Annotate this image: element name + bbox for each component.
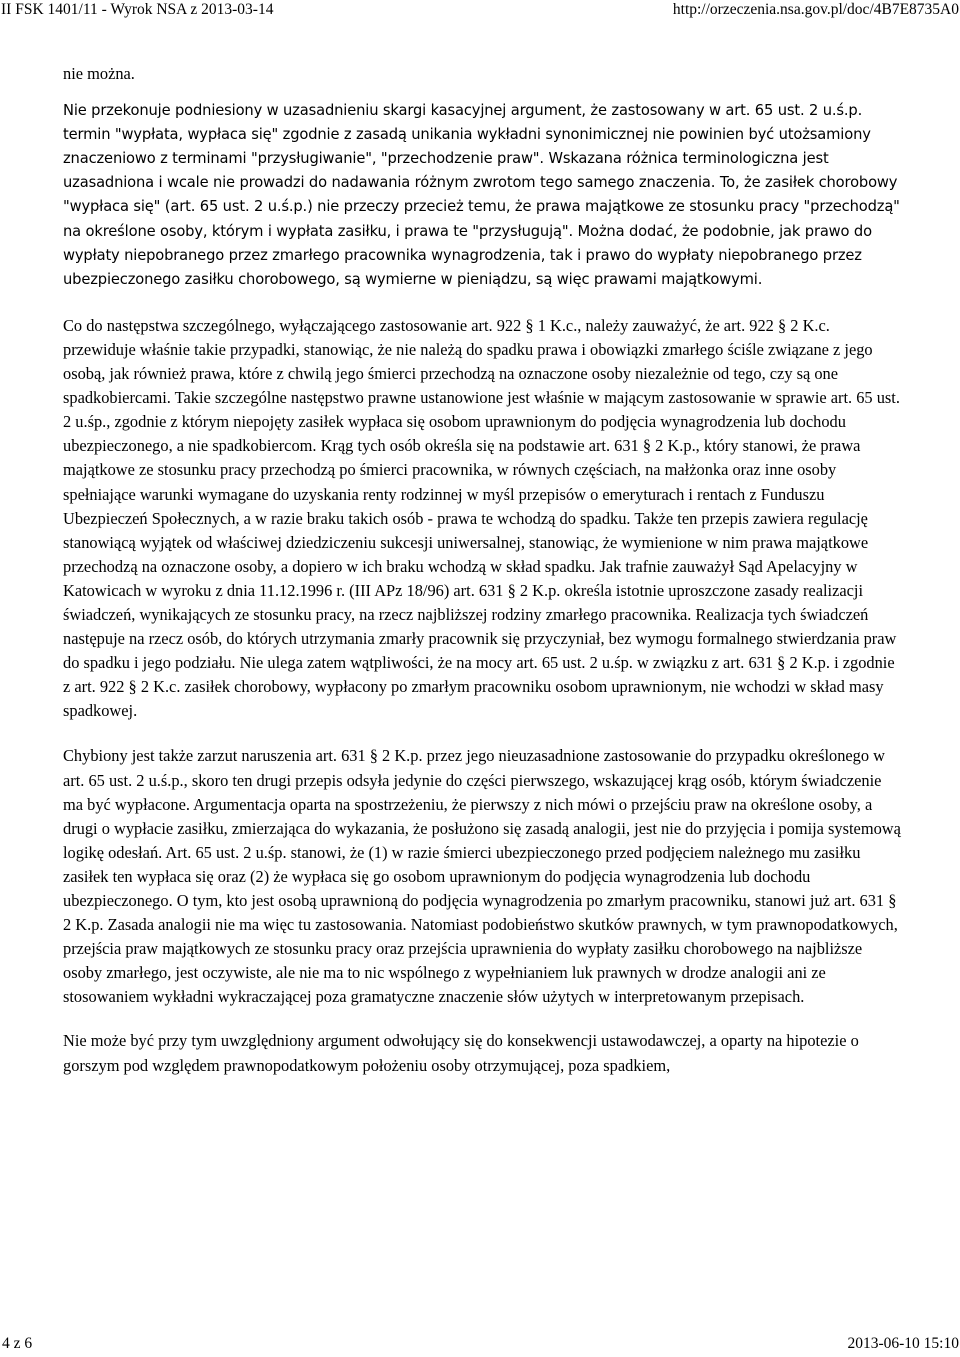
paragraph-analogy-argument: Chybiony jest także zarzut naruszenia art. 631 § 2 K.p. przez jego nieuzasadnione zastosowanie do przypadku określonego w art. 65 ust. 2 u.ś.p., skoro ten drugi przepis odsyła jedynie do części pierwszego, wskazującej krąg osób, którym świadczenie ma być wypłacone. Argumentacja oparta na spostrzeżeniu, że pierwszy z nich mówi o przejściu praw na określone osoby, a drugi o wypłacie zasiłku, zmierzająca do wykazania, że posłużono się zasadą analogii, jest nie do przyjęcia i pomija systemową logikę odesłań. Art. 65 ust. 2 u.śp. stanowi, że (1) w razie śmierci ubezpieczonego przed podjęciem należnego mu zasiłku zasiłek ten wypłaca się oraz (2) że wypłaca się go osobom uprawnionym do podjęcia wynagrodzenia lub dochodu ubezpieczonego. O tym, kto jest osobą uprawnioną do podjęcia wynagrodzenia po zmarłym pracowniku, stanowi już art. 631 § 2 K.p. Zasada analogii nie ma więc tu zastosowania. Natomiast podobieństwo skutków prawnych, w tym prawnopodatkowych, przejścia praw majątkowych ze stosunku pracy oraz przejścia uprawnienia do wypłaty zasiłku chorobowego na najbliższe osoby zmarłego, jest oczywiste, ale nie ma to nic wspólnego z wypełnianiem luk prawnych w drodze analogii ani ze stosowaniem wykładni wykraczającej poza gramatyczne znaczenie słów użytych w interpretowanym przepisach. xyxy=(63,746,901,1007)
header-source-url: http://orzeczenia.nsa.gov.pl/doc/4B7E8735A0 xyxy=(672,1,959,18)
footer-print-date: 2013-06-10 15:10 xyxy=(847,1335,959,1352)
header-document-title: II FSK 1401/11 - Wyrok NSA z 2013-03-14 xyxy=(1,1,274,18)
footer-page-number: 4 z 6 xyxy=(2,1335,33,1352)
paragraph-special-succession: Co do następstwa szczególnego, wyłączającego zastosowanie art. 922 § 1 K.c., należy zauważyć, że art. 922 § 2 K.c. przewiduje właśnie takie przypadki, stanowiąc, że nie należą do spadku prawa i obowiązki zmarłego ściśle związane z jego osobą, jak również prawa, które z chwilą jego śmierci przechodzą na oznaczone osoby niezależnie od tego, czy są one spadkobiercami. Takie szczególne następstwo prawne ustanowione jest właśnie w mającym zastosowanie w sprawie art. 65 ust. 2 u.śp., zgodnie z którym niepojęty zasiłek wypłaca się osobom uprawnionym do podjęcia wynagrodzenia lub dochodu ubezpieczonego, a nie spadkobiercom. Krąg tych osób określa się na podstawie art. 631 § 2 K.p., który stanowi, że prawa majątkowe ze stosunku pracy przechodzą po śmierci pracownika, w równych częściach, na małżonka oraz inne osoby spełniające warunki wymagane do uzyskania renty rodzinnej w myśl przepisów o emeryturach i rentach z Funduszu Ubezpieczeń Społecznych, a w razie braku takich osób - prawa te wchodzą do spadku. Także ten przepis zawiera regulację stanowiącą wyjątek od właściwej dziedziczeniu sukcesji uniwersalnej, stanowiąc, że wymienione w nim prawa majątkowe przechodzą na oznaczone osoby, a dopiero w ich braku wchodzą w skład spadku. Jak trafnie zauważył Sąd Apelacyjny w Katowicach w wyroku z dnia 11.12.1996 r. (III APz 18/96) art. 631 § 2 K.p. określa istotnie uproszczone zasady realizacji świadczeń, wynikających ze stosunku pracy, na rzecz najbliższej rodziny zmarłego pracownika. Realizacja tych świadczeń następuje na rzecz osób, do których utrzymania zmarły pracownik się przyczyniał, bez wymogu formalnego stwierdzania praw do spadku i jego podziału. Nie ulega zatem wątpliwości, że na mocy art. 65 ust. 2 u.śp. w związku z art. 631 § 2 K.p. i zgodnie z art. 922 § 2 K.c. zasiłek chorobowy, wypłacony po zmarłym pracowniku osobom uprawnionym, nie wchodzi w skład masy spadkowej. xyxy=(63,315,900,721)
paragraph-continuation: nie można. xyxy=(63,64,135,83)
document-body xyxy=(63,62,901,1097)
paragraph-terminology-argument: Nie przekonuje podniesiony w uzasadnieniu skargi kasacyjnej argument, że zastosowany w art. 65 ust. 2 u.ś.p. termin "wypłata, wypłaca się" zgodnie z zasadą unikania wykładni synonimicznej nie powinien być utożsamiony znaczeniowo z terminami "przysługiwanie", "przechodzenie praw". Wskazana różnica terminologiczna jest uzasadniona i wcale nie prowadzi do nadawania różnym zwrotom tego samego znaczenia. To, że zasiłek chorobowy "wypłaca się" (art. 65 ust. 2 u.ś.p.) nie przeczy przecież temu, że prawa majątkowe ze stosunku pracy "przechodzą" na określone osoby, którym i wypłata zasiłku, i prawa te "przysługują". Można dodać, że podobnie, jak prawo do wypłaty niepobranego przez zmarłego pracownika wynagrodzenia, tak i prawo do wypłaty niepobranego przez ubezpieczonego zasiłku chorobowego, są wymierne w pieniądzu, są więc prawami majątkowymi. xyxy=(63,102,900,288)
paragraph-legislative-consequence: Nie może być przy tym uwzględniony argument odwołujący się do konsekwencji ustawodawczej, a oparty na hipotezie o gorszym pod względem prawnopodatkowym położeniu osoby otrzymującej, poza spadkiem, xyxy=(63,1031,859,1075)
